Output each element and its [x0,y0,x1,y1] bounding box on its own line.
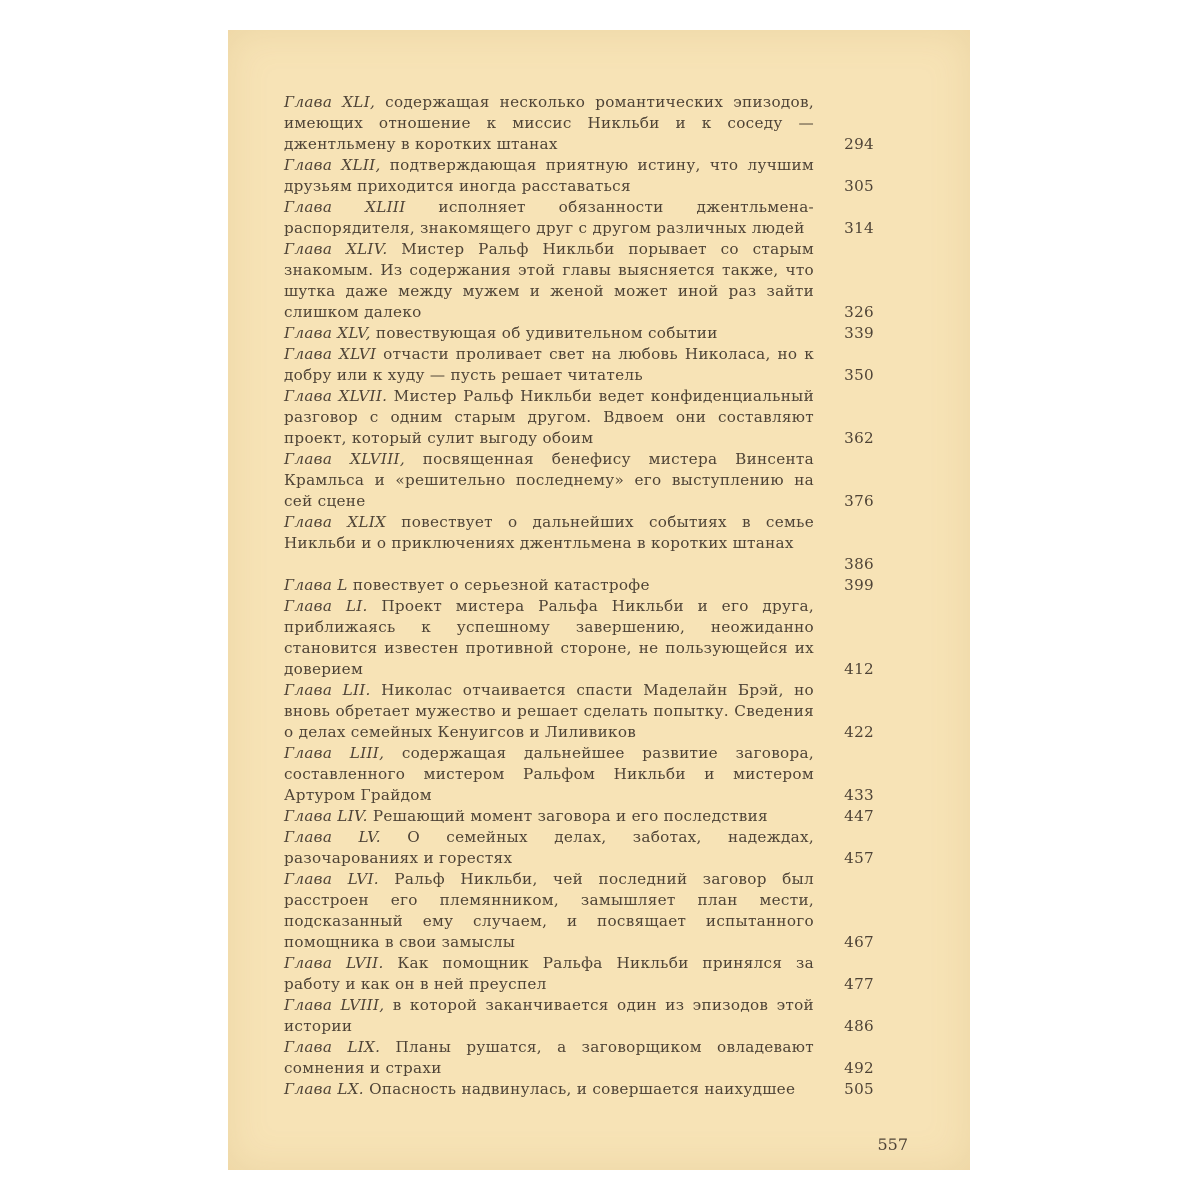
page-number: 376 [844,492,874,510]
chapter-title: О семейных делах, заботах, надеждах, разочарованиях и горестях [284,828,814,867]
page-number: 433 [844,786,874,804]
toc-entry-lviii [284,995,874,1037]
chapter-label: Глава XLI, [284,93,376,111]
chapter-label: Глава XLV, [284,324,371,342]
page-number: 412 [844,660,874,678]
chapter-title: исполняет обязанности джентльмена-распорядителя, знакомящего друг с другом различных людей [284,198,814,237]
chapter-title: повествующая об удивительном событии [375,324,718,342]
page-number: 467 [844,933,874,951]
chapter-title: Планы рушатся, а заговорщиком овладевают сомнения и страхи [284,1038,814,1077]
chapter-title: повествует о серьезной катастрофе [352,576,650,594]
page-number: 326 [844,303,874,321]
toc-entry-xlvi [284,344,874,386]
toc-entry-liii [284,743,874,806]
page-number: 422 [844,723,874,741]
chapter-label: Глава LVII. [284,954,384,972]
chapter-title: Мистер Ральф Никльби порывает со старым знакомым. Из содержания этой главы выясняется также, что шутка даже между мужем и женой может иной раз зайти слишком далеко [284,240,814,321]
chapter-title: в которой заканчивается один из эпизодов этой истории [284,996,814,1035]
toc-entry-l [284,575,874,596]
page-number: 305 [844,177,874,195]
chapter-title: Опасность надвинулась, и совершается наихудшее [369,1080,796,1098]
toc-entry-xlvii [284,386,874,449]
chapter-label: Глава LIII, [284,744,385,762]
chapter-label: Глава LI. [284,597,368,615]
toc-entry-xlv [284,323,874,344]
page-number: 314 [844,219,874,237]
chapter-title: Как помощник Ральфа Никльби принялся за работу и как он в ней преуспел [284,954,814,993]
chapter-label: Глава XLVIII, [284,450,405,468]
chapter-title: Ральф Никльби, чей последний заговор был расстроен его племянником, замышляет план мести, подсказанный ему случаем, и посвящает испытанного помощника в свои замыслы [284,870,814,951]
chapter-label: Глава XLVII. [284,387,388,405]
chapter-title: подтверждающая приятную истину, что лучшим друзьям приходится иногда расставаться [284,156,814,195]
toc-entry-li [284,596,874,680]
chapter-label: Глава LV. [284,828,381,846]
toc-entry-xli [284,92,874,155]
page-number: 505 [844,1080,874,1098]
chapter-label: Глава L [284,576,348,594]
page-number: 447 [844,807,874,825]
chapter-title: повествует о дальнейших событиях в семье Никльби и о приключениях джентльмена в коротких штанах [284,513,814,552]
chapter-label: Глава XLIX [284,513,387,531]
chapter-label: Глава LIV. [284,807,368,825]
chapter-title: Решающий момент заговора и его последствия [372,807,768,825]
toc-entry-xlviii [284,449,874,512]
chapter-label: Глава LVI. [284,870,379,888]
page-number: 362 [844,429,874,447]
chapter-title: Николас отчаивается спасти Маделайн Брэй, но вновь обретает мужество и решает сделать попытку. Сведения о делах семейных Кенуигсов и Лиливиков [284,681,814,741]
toc-entry-lv [284,827,874,869]
page-number: 492 [844,1059,874,1077]
page-number: 399 [844,576,874,594]
toc-entry-lvii [284,953,874,995]
chapter-label: Глава XLII, [284,156,381,174]
page-number: 386 [844,555,874,573]
toc-entry-liv [284,806,874,827]
chapter-label: Глава LIX. [284,1038,381,1056]
page-number: 294 [844,135,874,153]
toc-entry-lii [284,680,874,743]
chapter-title: Проект мистера Ральфа Никльби и его друга, приближаясь к успешному завершению, неожиданно становится известен противной стороне, не пользующейся их доверием [284,597,814,678]
toc-entry-xlii [284,155,874,197]
toc-entry-xliv [284,239,874,323]
chapter-label: Глава LX. [284,1080,364,1098]
chapter-title: содержащая несколько романтических эпизодов, имеющих отношение к миссис Никльби и к соседу — джентльмену в коротких штанах [284,93,814,153]
page-number: 350 [844,366,874,384]
toc-entry-lx [284,1079,874,1100]
toc-entry-lix [284,1037,874,1079]
page-number: 486 [844,1017,874,1035]
chapter-title: Мистер Ральф Никльби ведет конфиденциальный разговор с одним старым другом. Вдвоем они составляют проект, который сулит выгоду обоим [284,387,814,447]
chapter-title: содержащая дальнейшее развитие заговора, составленного мистером Ральфом Никльби и мистером Артуром Грайдом [284,744,815,804]
toc-entry-xlix [284,512,874,575]
toc-entry-lvi [284,869,874,953]
chapter-title: отчасти проливает свет на любовь Николаса, но к добру или к худу — пусть решает читатель [284,345,814,384]
folio-page-number: 557 [877,1135,908,1154]
table-of-contents [284,92,874,1100]
page-number: 477 [844,975,874,993]
book-page [228,30,970,1170]
chapter-label: Глава LVIII, [284,996,385,1014]
chapter-label: Глава XLIII [284,198,406,216]
toc-entry-xliii [284,197,874,239]
page-number: 339 [844,324,874,342]
chapter-label: Глава XLVI [284,345,377,363]
chapter-title: посвященная бенефису мистера Винсента Крамльса и «решительно последнему» его выступлению на сей сцене [284,450,814,510]
page-number: 457 [844,849,874,867]
chapter-label: Глава XLIV. [284,240,388,258]
chapter-label: Глава LII. [284,681,371,699]
